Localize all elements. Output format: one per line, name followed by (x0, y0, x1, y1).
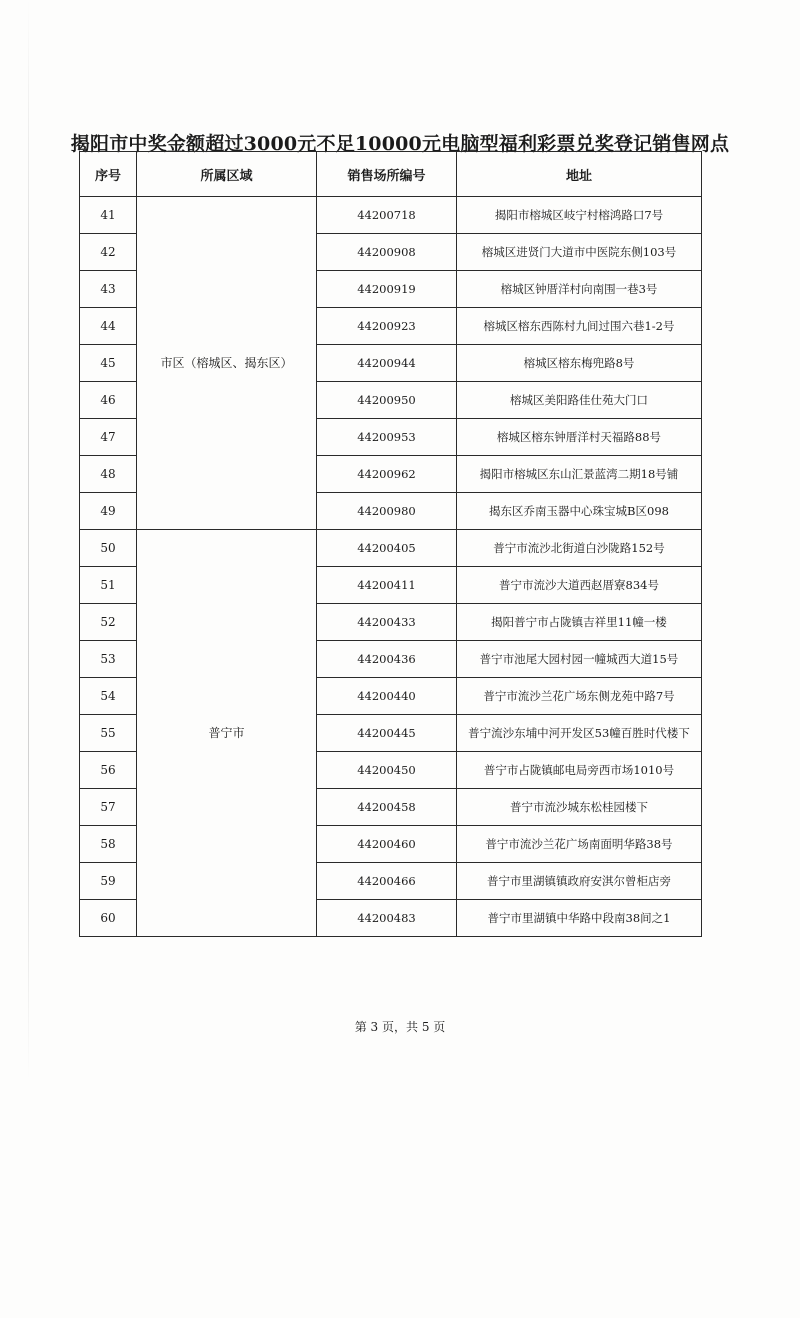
outlet-code-cell: 44200411 (317, 567, 457, 604)
outlet-table (79, 151, 702, 937)
outlet-code-cell: 44200483 (317, 900, 457, 937)
serial-cell: 48 (80, 456, 137, 493)
serial-cell: 58 (80, 826, 137, 863)
address-cell: 榕城区进贤门大道市中医院东侧103号 (457, 234, 702, 271)
outlet-code-cell: 44200440 (317, 678, 457, 715)
address-cell: 普宁市占陇镇邮电局旁西市场1010号 (457, 752, 702, 789)
outlet-code-cell: 44200944 (317, 345, 457, 382)
outlet-code-cell: 44200433 (317, 604, 457, 641)
outlet-code-cell: 44200718 (317, 197, 457, 234)
region-cell: 普宁市 (137, 530, 317, 937)
address-cell: 揭阳普宁市占陇镇吉祥里11幢一楼 (457, 604, 702, 641)
address-cell: 普宁市流沙城东松桂园楼下 (457, 789, 702, 826)
serial-cell: 45 (80, 345, 137, 382)
address-cell: 普宁流沙东埔中河开发区53幢百胜时代楼下 (457, 715, 702, 752)
address-cell: 揭东区乔南玉器中心珠宝城B区098 (457, 493, 702, 530)
serial-cell: 41 (80, 197, 137, 234)
address-cell: 普宁市池尾大园村园一幢城西大道15号 (457, 641, 702, 678)
serial-cell: 60 (80, 900, 137, 937)
address-cell: 揭阳市榕城区东山汇景蓝湾二期18号铺 (457, 456, 702, 493)
serial-cell: 59 (80, 863, 137, 900)
serial-cell: 52 (80, 604, 137, 641)
serial-cell: 54 (80, 678, 137, 715)
address-cell: 普宁市流沙兰花广场东侧龙苑中路7号 (457, 678, 702, 715)
outlet-code-cell: 44200405 (317, 530, 457, 567)
outlet-code-cell: 44200458 (317, 789, 457, 826)
address-cell: 普宁市流沙北街道白沙陇路152号 (457, 530, 702, 567)
serial-cell: 46 (80, 382, 137, 419)
outlet-code-cell: 44200919 (317, 271, 457, 308)
address-cell: 榕城区榕东西陈村九间过围六巷1-2号 (457, 308, 702, 345)
table-row (80, 197, 702, 234)
header-region: 所属区域 (137, 152, 317, 197)
table-header-row (80, 152, 702, 197)
outlet-code-cell: 44200908 (317, 234, 457, 271)
header-outlet-code: 销售场所编号 (317, 152, 457, 197)
outlet-code-cell: 44200962 (317, 456, 457, 493)
serial-cell: 50 (80, 530, 137, 567)
serial-cell: 55 (80, 715, 137, 752)
address-cell: 揭阳市榕城区岐宁村榕鸿路口7号 (457, 197, 702, 234)
address-cell: 榕城区钟厝洋村向南围一巷3号 (457, 271, 702, 308)
address-cell: 普宁市流沙大道西赵厝寮834号 (457, 567, 702, 604)
outlet-code-cell: 44200445 (317, 715, 457, 752)
table-body (80, 197, 702, 937)
address-cell: 普宁市里湖镇镇政府安淇尔曾柜店旁 (457, 863, 702, 900)
outlet-code-cell: 44200950 (317, 382, 457, 419)
scan-edge-shadow (28, 0, 29, 1080)
outlet-code-cell: 44200953 (317, 419, 457, 456)
serial-cell: 57 (80, 789, 137, 826)
outlet-code-cell: 44200466 (317, 863, 457, 900)
serial-cell: 44 (80, 308, 137, 345)
outlet-code-cell: 44200980 (317, 493, 457, 530)
document-title: 揭阳市中奖金额超过3000元不足10000元电脑型福利彩票兑奖登记销售网点 (70, 133, 730, 155)
serial-cell: 51 (80, 567, 137, 604)
serial-cell: 47 (80, 419, 137, 456)
outlet-code-cell: 44200460 (317, 826, 457, 863)
serial-cell: 53 (80, 641, 137, 678)
outlet-code-cell: 44200436 (317, 641, 457, 678)
serial-cell: 56 (80, 752, 137, 789)
header-serial: 序号 (80, 152, 137, 197)
outlet-code-cell: 44200923 (317, 308, 457, 345)
table-row (80, 530, 702, 567)
address-cell: 普宁市流沙兰花广场南面明华路38号 (457, 826, 702, 863)
address-cell: 普宁市里湖镇中华路中段南38间之1 (457, 900, 702, 937)
address-cell: 榕城区榕东钟厝洋村天福路88号 (457, 419, 702, 456)
header-address: 地址 (457, 152, 702, 197)
address-cell: 榕城区美阳路佳仕苑大门口 (457, 382, 702, 419)
page-number: 第 3 页，共 5 页 (354, 1020, 446, 1034)
serial-cell: 42 (80, 234, 137, 271)
outlet-code-cell: 44200450 (317, 752, 457, 789)
address-cell: 榕城区榕东梅兜路8号 (457, 345, 702, 382)
serial-cell: 49 (80, 493, 137, 530)
region-cell: 市区（榕城区、揭东区） (137, 197, 317, 530)
serial-cell: 43 (80, 271, 137, 308)
